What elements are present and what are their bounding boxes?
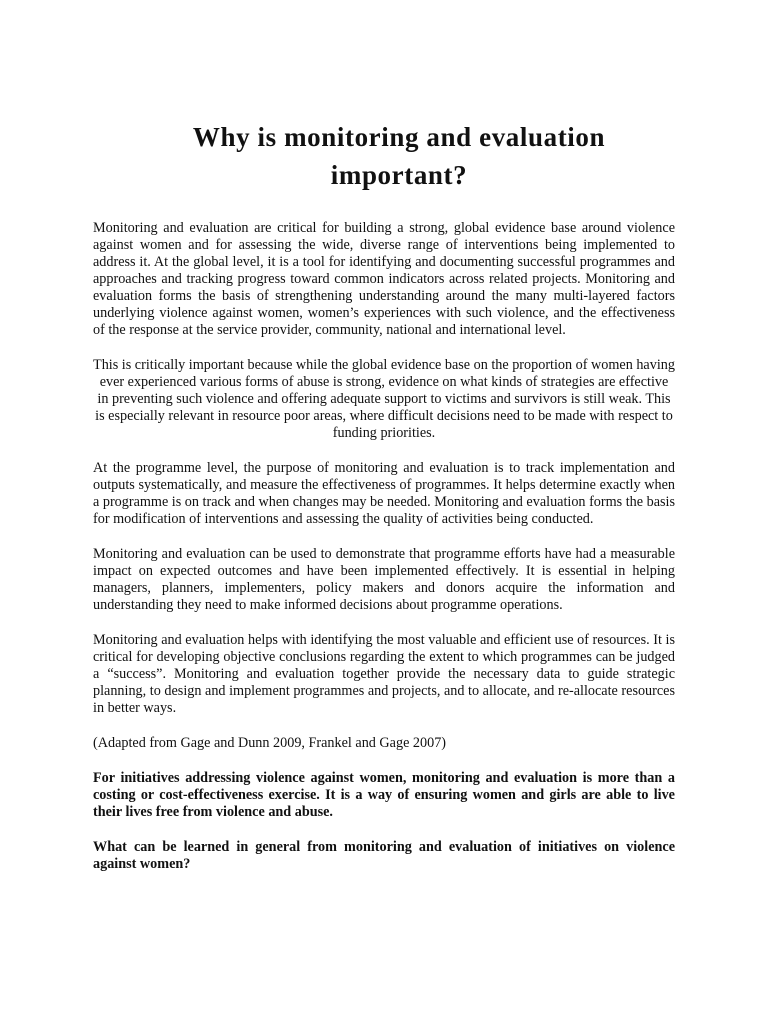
document-page <box>93 118 675 891</box>
page-title: Why is monitoring and evaluation important? <box>192 122 606 190</box>
citation: (Adapted from Gage and Dunn 2009, Frankel and Gage 2007) <box>93 735 447 751</box>
paragraph-resources: Monitoring and evaluation helps with identifying the most valuable and efficient use of resources. It is critical for developing objective conclusions regarding the extent to which programmes can be judged a “success”. Monitoring and evaluation together provide the necessary data to guide strategic planning, to design and implement programmes and projects, and to allocate, and re-allocate resources in better ways. <box>93 632 675 716</box>
paragraph-critical-importance: This is critically important because while the global evidence base on the proportion of women having ever experienced various forms of abuse is strong, evidence on what kinds of strategies are effective in preventing such violence and offering adequate support to victims and survivors is still weak. This is especially relevant in resource poor areas, where difficult decisions need to be made with respect to funding priorities. <box>93 357 675 441</box>
paragraph-global-evidence: Monitoring and evaluation are critical for building a strong, global evidence base around violence against women and for assessing the wide, diverse range of interventions being implemented to address it. At the global level, it is a tool for identifying and documenting successful programmes and approaches and tracking progress toward common indicators across related projects. Monitoring and evaluation forms the basis of strengthening understanding around the many multi-layered factors underlying violence against women, women’s experiences with such violence, and the effectiveness of the response at the service provider, community, national and international level. <box>93 220 675 338</box>
bold-statement: For initiatives addressing violence against women, monitoring and evaluation is more than a costing or cost-effectiveness exercise. It is a way of ensuring women and girls are able to live their lives free from violence and abuse. <box>93 770 675 820</box>
paragraph-programme-level: At the programme level, the purpose of monitoring and evaluation is to track implementation and outputs systematically, and measure the effectiveness of programmes. It helps determine exactly when a programme is on track and when changes may be needed. Monitoring and evaluation forms the basis for modification of interventions and assessing the quality of activities being conducted. <box>93 460 675 527</box>
paragraph-measurable-impact: Monitoring and evaluation can be used to demonstrate that programme efforts have had a measurable impact on expected outcomes and have been implemented effectively. It is essential in helping managers, planners, implementers, policy makers and donors acquire the information and understanding they need to make informed decisions about programme operations. <box>93 546 675 613</box>
bold-question: What can be learned in general from monitoring and evaluation of initiatives on violence against women? <box>93 839 675 872</box>
